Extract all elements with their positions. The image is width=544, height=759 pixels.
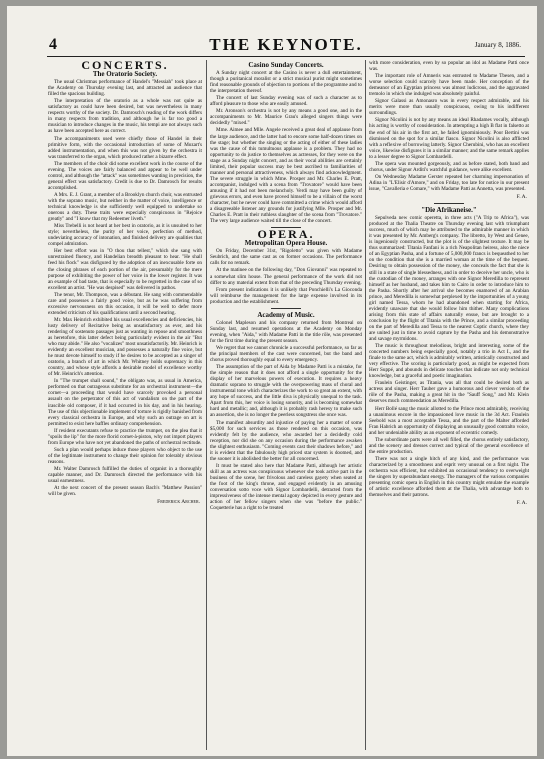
paragraph: The manifest absurdity and injustice of paying her a matter of some $5,000 for such services as those rendered on this occasion, was evidently felt by the audience, who awarded her a decidedly cold reception, nor did she on any occasion during the performance awaken the slightest enthusiasm. "Coming events cast their shadows before," and it is evident that the fabulously high priced star system is doomed, and the sooner it is abolished the better for all concerned. xyxy=(210,419,362,462)
paragraph: Mr. Walter Damrosch fulfilled the duties of organist in a thoroughly capable manner, and Dr. Damrosch directed the performance with his usual earnestness. xyxy=(48,466,202,485)
author-signature: F. A. xyxy=(516,193,527,200)
paragraph: Such a plan would perhaps induce those players who object to the use of the legitimate instrument to change their opinion for tolerably obvious reasons. xyxy=(48,446,202,465)
paragraph: Herr Bollé sang the music allotted to the Prince most admirably, receiving a unanimous encore in the impassioned love music in the 3d Act. Fraulein Seebold was a most acceptable Tessa, and the part of the Malter afforded Fran Habrich an opportunity of displaying an unusually good contralto voice, and her undeniable ability as an exponent of eccentric comedy. xyxy=(369,405,529,436)
paragraph: Miss Trebelli is not heard at her best in oratorio, as it is unsuited to her style; nevertheless, the purity of her voice, perfection of method, undeviating accuracy of intonation, and finished delivery are qualities that compel admiration. xyxy=(48,223,202,248)
column-3 xyxy=(369,60,529,752)
paragraph: The members of the choir did some excellent work in the course of the evening. The voices are fairly balanced and appear to be well under control, and although the "attack" was sometimes wanting in precision, the general effect was satisfactory. Credit is due to Dr. Damrosch for results accomplished. xyxy=(48,160,202,191)
column-2 xyxy=(210,60,362,752)
issue-date: January 8, 1886. xyxy=(474,41,521,49)
column-rule xyxy=(365,60,366,750)
masthead xyxy=(47,34,525,57)
paragraph: Sepulveda new comic operetta, in three acts ("A Trip to Africa"), was produced at the Thalia Theatre on Thursday evening last with triumphant success, much of which may be attributed to the admirable manner in which it was presented by Mr. Amberg's company. The libretto, by West and Genee, is ingeniously constructed, but the plot is of the slightest texture. It may be thus summarized: Titania Fanfani is a rich Neapolitan heiress, also the niece of an Egyptian Pasha, and a fortune of 5,000,000 francs is bequeathed to her on the condition that she is a married woman at the time of the bequest. Desiring to obtain possession of the money, she conceals the fact that she is still in a state of single blessedness, and in order to deceive her uncle, who is the custodian of the money, arranges with one Signor Meredilla to represent himself as her husband, and takes him to Cairo in order to introduce him to the Pasha. Shortly after her arrival she becomes enamored of an Arabian prince, and Meredilla is somewhat perplexed by the importunities of a young girl named Tessa, whom he had abandoned when starting for Africa, evidently unaware that she would follow him thither. Many complications arising from this state of affairs naturally ensue, but are brought to a conclusion by the flight of Titania with the Prince, and a similar proceeding on the part of Meredilla and Tessa to the nearest Coptic church, where they are united just in time to avoid capture by the Pasha and his demonstrative and savage myrmidons. xyxy=(369,215,529,343)
page-number: 4 xyxy=(49,36,57,53)
paragraph: The assumption of the part of Aida by Madame Patti is a mistake, for the simple reason that it does not afford a single opportunity for the display of her marvelous powers of execution. It requires a heavy dramatic soprano to struggle with the overpowering mass of choral and instrumental tone which characterizes the work to so great an extent, with any hope of success, and the little diva is physically unequal to the task. Apart from this, her voice is losing sonority, and is becoming somewhat hard and metallic; and, although it is probably rash heresy to make such an assertion, she is no longer the peerless songstress she once was. xyxy=(210,364,362,419)
paragraph: The interpretation of the oratorio as a whole was not quite as satisfactory as could have been desired, but was nevertheless in many respects worthy of the society. Dr. Damrosch's reading of the work differs in many respects from tradition, and although he is far too good a musician to introduce changes in the music, his tempi are not always such as have been accepted here as correct. xyxy=(48,98,202,135)
paragraph: The subordinate parts were all well filled, the chorus entirely satisfactory, and the scenery and dresses correct and typical of the general excellence of the entire production. xyxy=(369,436,529,455)
paragraph: Mr. Aronson's orchestra is not by any means a good one, and in the accompaniments to Mr. Maurice Grau's alleged singers things were decidedly "mixed." xyxy=(210,108,362,127)
article-heading-oratorio-society: The Oratorio Society. xyxy=(92,70,158,79)
newspaper-page xyxy=(7,6,537,756)
article-heading-casino-concerts: Casino Sunday Concerts. xyxy=(248,61,324,69)
paragraph: Fraulein Geistinger, as Titania, was all that could be desired both as actress and singer. Herr Tauber gave a humorous and clever version of the rôle of the Pasha, making a great hit in the "Sauff Song," and Mr. Klein deserves much commendation as Meredilla. xyxy=(369,380,529,405)
paragraph: At the matinee on the following day, "Don Giovanni" was repeated to a somewhat slim house. The general performance of the work did not differ to any material extent from that of the preceding Thursday evening. xyxy=(210,267,362,286)
column-rule xyxy=(206,60,207,750)
paragraph: The important role of Amneris was entrusted to Madame Tbesen, and a worse selection could scarcely have been made. Her conception of the demeanor of an Egyptian princess was almost ludicrous, and the aggravated tremolo in which she indulged was absolutely painful. xyxy=(369,73,529,98)
paragraph: Signor Nicolini is not by any means an ideal Rhadames vocally, although his acting is worthy of consideration. In attempting a high B flat in falsetto at the end of his air in the first act, he failed ignominiously. Poor Bertini was dismissed on the spot for a similar fiasco. Signor Nicolini is also afflicted with a reflexive of borrowing latterly. Signor Cherubini, who has an excellent voice, likewise disfigures it in a similar manner; and the same remark applies to a lesser degree to Signor Lombardelli. xyxy=(369,117,529,160)
paragraph: In "The trumpet shall sound," the obligato was, as usual in America, performed on that outrageous substitute for an orchestral instrument—the cornet—a proceeding that would have scarcely provoked a personal assault on the perpetrator of this act of vandalism on the part of the irascible old composer, if it had occurred in his day, and in his hearing. The use of this objectionable implement of torture is rigidly banished from every classical orchestra in Europe, and why such an outrage on art is permitted to exist here baffles ordinary comprehension. xyxy=(48,378,202,427)
paragraph: Signor Galassi as Amonasro was in every respect admirable, and his merits were more than usually conspicuous, owing to his indifferent surroundings. xyxy=(369,98,529,117)
paragraph: From present indications it is unlikely that Ponchielli's La Gioconda will reimburse the management for the large expense involved in its production and the establishment. xyxy=(210,286,362,305)
paragraph: There was not a single hitch of any kind, and the performance was characterized by a smoothness and esprit very unusual on a first night. The orchestra was efficient, but exhibited an occasional tendency to overweight the singers by superabundant energy. The managers of the various companies presenting comic opera in English in this country might emulate the example of artistic excellence afforded them at the Thalia, with advantage both to themselves and their patrons. xyxy=(369,455,529,499)
paragraph: On Friday, December 31st, "Rigoletto" was given with Madame Seubrich, and the same cast as on former occasions. The performance calls for no remark. xyxy=(210,248,362,267)
paragraph: A Mrs. E. J. Grant, a member of a Brooklyn church choir, was entrusted with the soprano music, but neither in the matter of voice, intelligence or technical knowledge is she sufficiently well equipped to undertake so onerous a duty. These traits were especially conspicuous in "Rejoice greatly" and "I know that my Redeemer liveth." xyxy=(48,191,202,223)
paragraph: The music is throughout melodious, bright and interesting, some of the concerted numbers being especially good, notably a trio in Act I., and the finale to the same act, which is admirably written, artistically constructed and very effective. The scoring is particularly good, as might be expected from Herr Suppé, and abounds in delicate touches that indicate not only technical knowledge, but a graceful and poetic imagination. xyxy=(369,343,529,380)
paragraph: Her best effort was in "O thou that tellest," which she sang with unrestrained fluency, and Handelian breadth pleasant to hear. "He shall feed his flock" was disfigured by the adoption of an inexcusable forte on the closing phrases of each portion of the air, presumably for the mere purpose of exhibiting the power of her voice in the lower register. It was an example of bad taste, that is especially to be regretted in the case of so excellent an artist. "He was despised" was delivered in pathos. xyxy=(48,248,202,291)
newspaper-title: THE KEYNOTE. xyxy=(209,35,363,54)
paragraph: The concert of last Sunday evening was of such a character as to afford pleasure to those who are easily amused. xyxy=(210,95,362,108)
article-heading-metropolitan: Metropolitan Opera House. xyxy=(244,239,328,248)
paragraph: It must be stated also here that Madame Patti, although her artistic skill as an actress was conspicuous whenever she took active part in the business of the scene, her frivolous and careless gayety when seated at the foot of the king's throne, and engaged evidently in an amusing conversation sotto voce with Signor Lombardelli, detracted from the impressiveness of the intense mental agony depicted in every gesture and action of her fellow singers when she was "before the public." Coquetterie has a right to be treated xyxy=(210,462,362,512)
paragraph: The accompaniments used were chiefly those of Handel in their primitive form, with the occasional introduction of some of Mozart's added instrumentation, and when this was not given by the orchestra it was transferred to the organ, which produced rather a bizarre effect. xyxy=(48,135,202,160)
paragraph: At the next concert of the present season Bach's "Matthew Passion" will be given. xyxy=(48,485,202,498)
section-heading-opera: OPERA. xyxy=(257,227,315,242)
paragraph: The tenor, Mr. Thompson, was a débutant. He sang with commendable care and possesses a fairly good voice, but as he was suffering from excessive nervousness on this occasion, it will be well to defer more extended criticism of his qualifications until a second hearing. xyxy=(48,291,202,316)
author-signature: F. A. xyxy=(516,500,527,507)
article-heading-afrikaneise: "Die Afrikaneise." xyxy=(421,206,477,215)
paragraph: The usual Christmas performance of Handel's "Messiah" took place at the Academy on Thursday evening last, and attracted an audience that filled the spacious building. xyxy=(48,79,202,98)
paragraph: with more consideration, even by so popular an idol as Madame Patti once was. xyxy=(369,60,529,73)
paragraph: Mme. Aimee and Mlle. Angele received a great deal of applause from the large audience, and the latter had to encore some half-dozen times on the stage; but whether the singing or the acting of either of these ladies was the cause of this tumultuous applause is a problem. They had no opportunity to do justice to themselves as actresses, for they were on the stage as a Sunday night concert, and as their vocal abilities are certainly limited, their popular success may be best ascribed to familiarities of manner and personal attractiveness, which always find acknowledgment. The severe struggle in which Mme. Prosper and Mr. Charles E. Pratt, accompanist, indulged with a scena from "Trovatore" would have been amusing if it had not been melancholy. Verdi may have been guilty of grievous errors, and even have proved himself to be a villain of the worst character, but he never could have committed a crime which would afford a disagreeable listener any grounds for justifying Mlle. Prosper and Mr. Charles E. Pratt in their ruthless slaughter of the scena from "Trovatore." The very large audience waited till the close of the concert. xyxy=(210,127,362,225)
author-signature: Frederick Archer. xyxy=(157,499,200,506)
paragraph: We regret that we cannot chronicle a successful performance, so far as the principal members of the cast were concerned, but the band and chorus proved thoroughly equal to every emergency. xyxy=(210,344,362,364)
section-heading-concerts: CONCERTS. xyxy=(81,60,169,72)
paragraph: Colonel Mapleson and his company returned from Montreal on Sunday last, and resumed operations at the Academy on Monday evening, when "Aida," with Madame Patti in the title rôle, was presented for the first time during the present season. xyxy=(210,319,362,344)
section-divider xyxy=(271,308,301,309)
section-divider xyxy=(434,203,464,204)
article-heading-academy: Academy of Music. xyxy=(257,310,315,319)
paragraph: A Sunday night concert at the Casino is never a dull entertainment, though a puritanical moralist or a strict musical purist might sometimes find reasonable grounds of objection to portions of the programme and to the interpretation thereof. xyxy=(210,70,362,95)
paragraph: On Wednesday Madame Gerster repeated her charming impersonation of Adina in "L'Elisir d'Amore," and on Friday, too late for notice in our present issue, "Cavalleria e Comare," with Madame Patti as Annetta, was presented. xyxy=(369,173,529,192)
paragraph: The opera was mounted gorgeously, and as before stated, both band and chorus, under Signor Arditi's watchful guidance, were alike excellent. xyxy=(369,160,529,173)
column-1 xyxy=(48,60,202,752)
paragraph: If resident executants refuse to practice the trumpet, on the plea that it "spoils the lip" for the more florid cornet-à-piston, why not import players from Europe who have not yet abandoned the paths of orchestral rectitude. xyxy=(48,427,202,446)
paragraph: Mr. Max Heinrich exhibited his usual excellencies and deficiencies, his lusty delivery of Recitative being as unsatisfactory as ever, and his rendering of sostenuto passages just as wanting in repose and smoothness as heretofore, this latter defect being particularly evident in the air "But who may abide." He also "vocalizes" most unsatisfactorily. Mr. Heinrich is evidently an excellent musician, and possesses a naturally fine voice, but he must devote himself to study if he desires to be accepted as a singer of oratorio, a branch of art in which Mr. Whitney holds supremacy in this country, and whose style affords a desirable model of excellence worthy of Mr. Heinrich's attention. xyxy=(48,316,202,378)
